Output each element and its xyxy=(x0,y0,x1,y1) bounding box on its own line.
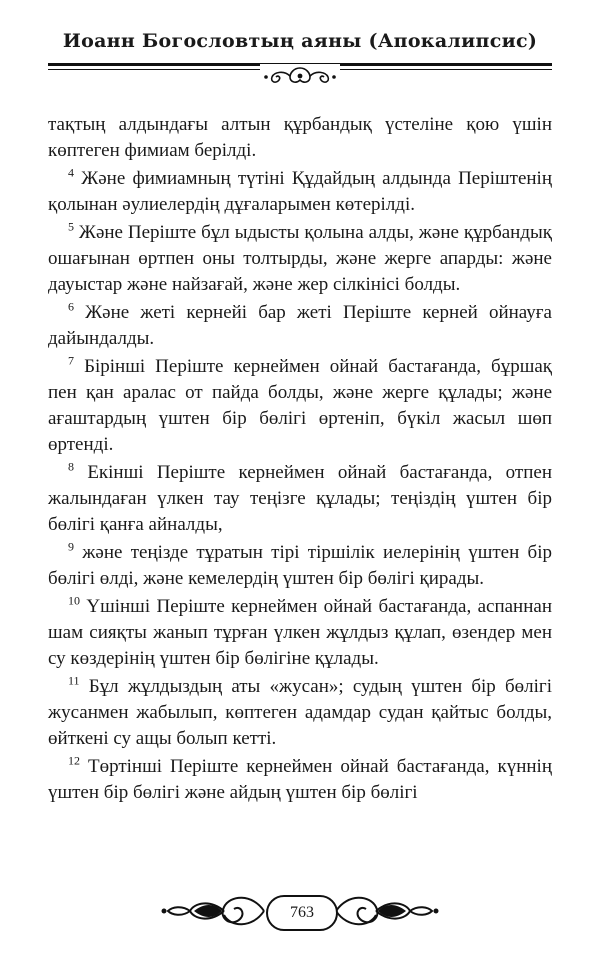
verse-number: 7 xyxy=(68,353,74,368)
verse-9 xyxy=(48,540,552,592)
verse-number: 12 xyxy=(68,753,80,768)
verse-text: Және жеті кернейі бар жеті Періште керней ойнауға дайындалды. xyxy=(48,302,552,349)
verse-11 xyxy=(48,674,552,752)
verse-10 xyxy=(48,594,552,672)
verse-4 xyxy=(48,166,552,218)
scripture-body xyxy=(48,112,552,806)
verse-7 xyxy=(48,354,552,458)
verse-text: және теңізде тұратын тірі тіршілік иелерінің үштен бір бөлігі өлді, және кемелердің үштен бір бөлігі қирады. xyxy=(48,542,552,589)
verse-number: 4 xyxy=(68,165,74,180)
verse-text: тақтың алдындағы алтын құрбандық үстеліне қою үшін көптеген фимиам берілді. xyxy=(48,114,552,161)
verse-text: Бірінші Періште кернеймен ойнай бастағанда, бұршақ пен қан аралас от пайда болды, және жерге құлады; және ағаштардың үштен бір бөлігі өртеніп, бүкіл жасыл шөп өртенді. xyxy=(48,356,552,455)
page-number: 763 xyxy=(266,895,338,931)
header-ornament-icon xyxy=(260,64,340,88)
verse-12 xyxy=(48,754,552,806)
verse-number: 11 xyxy=(68,673,80,688)
verse-number: 9 xyxy=(68,539,74,554)
verse-number: 6 xyxy=(68,299,74,314)
verse-text: Екінші Періште кернеймен ойнай бастағанда, отпен жалындаған үлкен тау теңізге құлады; теңіздің үштен бір бөлігі қанға айналды, xyxy=(48,462,552,535)
verse-6 xyxy=(48,300,552,352)
verse-text: Және Періште бұл ыдысты қолына алды, және құрбандық ошағынан өртпен оны толтырды, және жерге апарды: және дауыстар және найзағай, және жер сілкінісі болды. xyxy=(48,222,552,295)
verse-5 xyxy=(48,220,552,298)
verse-8 xyxy=(48,460,552,538)
verse-text: Бұл жұлдыздың аты «жусан»; судың үштен бір бөлігі жусанмен жабылып, көптеген адамдар судан қайтыс болды, өйткені су ащы болып кетті. xyxy=(48,676,552,749)
verse-text: Төртінші Періште кернеймен ойнай бастағанда, күннің үштен бір бөлігі және айдың үштен бір бөлігі xyxy=(48,756,552,803)
verse-continuation xyxy=(48,112,552,164)
running-header-title: Иоанн Богословтың аяны (Апокалипсис) xyxy=(62,30,538,52)
verse-number: 8 xyxy=(68,459,74,474)
verse-number: 5 xyxy=(68,219,74,234)
verse-number: 10 xyxy=(68,593,80,608)
verse-text: Үшінші Періште кернеймен ойнай бастағанда, аспаннан шам сияқты жанып тұрған үлкен жұлдыз құлап, өзендер мен су көздерінің үштен бір бөлігіне құлады. xyxy=(48,596,552,669)
verse-text: Және фимиамның түтіні Құдайдың алдында Періштенің қолынан әулиелердің дұғаларымен көтерілді. xyxy=(48,168,552,215)
